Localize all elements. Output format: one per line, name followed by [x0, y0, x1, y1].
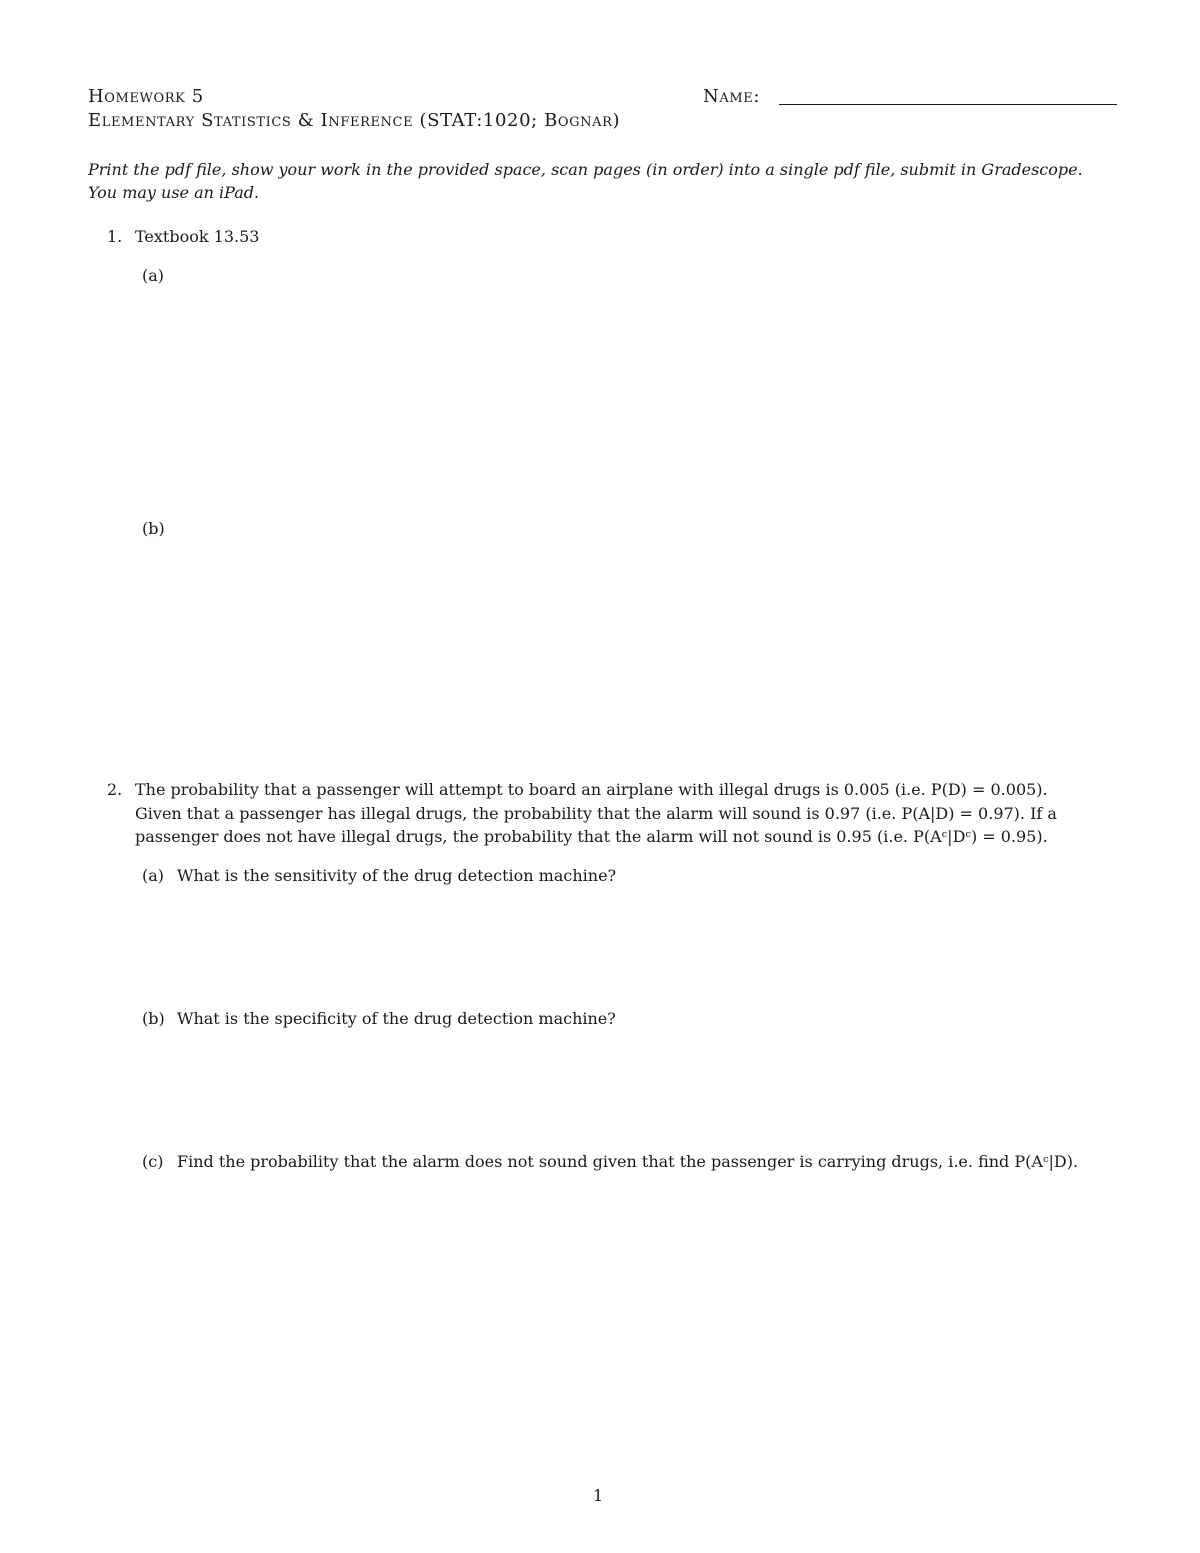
name-label: Name: — [703, 86, 761, 107]
question-2-text-line-1: The probability that a passenger will attempt to board an airplane with illegal drugs is 0.005 (i.e. P(D) = 0.005). — [135, 780, 1048, 799]
question-1-title: Textbook 13.53 — [135, 227, 260, 246]
question-2-part-a-text: What is the sensitivity of the drug detection machine? — [177, 866, 617, 885]
question-2-text-line-2: Given that a passenger has illegal drugs, the probability that the alarm will sound is 0.97 (i.e. P(A|D) = 0.97). If a — [135, 804, 1057, 823]
question-1-part-b-label: (b) — [142, 519, 165, 538]
question-1-number: 1. — [107, 227, 123, 246]
question-2-part-b-label: (b) — [142, 1009, 165, 1028]
question-2-part-c-text: Find the probability that the alarm does not sound given that the passenger is carrying drugs, i.e. find P(Aᶜ|D). — [177, 1152, 1079, 1171]
instructions-line-2: You may use an iPad. — [88, 183, 260, 202]
homework-title: Homework 5 — [88, 86, 204, 107]
question-2-part-c-label: (c) — [142, 1152, 164, 1171]
question-2-part-a-label: (a) — [142, 866, 165, 885]
question-2-part-b-text: What is the specificity of the drug detection machine? — [177, 1009, 616, 1028]
question-2-number: 2. — [107, 780, 123, 799]
course-title: Elementary Statistics & Inference (STAT:1020; Bognar) — [88, 110, 621, 131]
page-number: 1 — [593, 1486, 604, 1505]
name-blank-line — [779, 104, 1117, 105]
question-2-text-line-3: passenger does not have illegal drugs, the probability that the alarm will not sound is 0.95 (i.e. P(Aᶜ|Dᶜ) = 0.95). — [135, 827, 1048, 846]
question-1-part-a-label: (a) — [142, 266, 165, 285]
instructions-line-1: Print the pdf file, show your work in the provided space, scan pages (in order) into a single pdf file, submit in Gradescope. — [88, 160, 1083, 179]
